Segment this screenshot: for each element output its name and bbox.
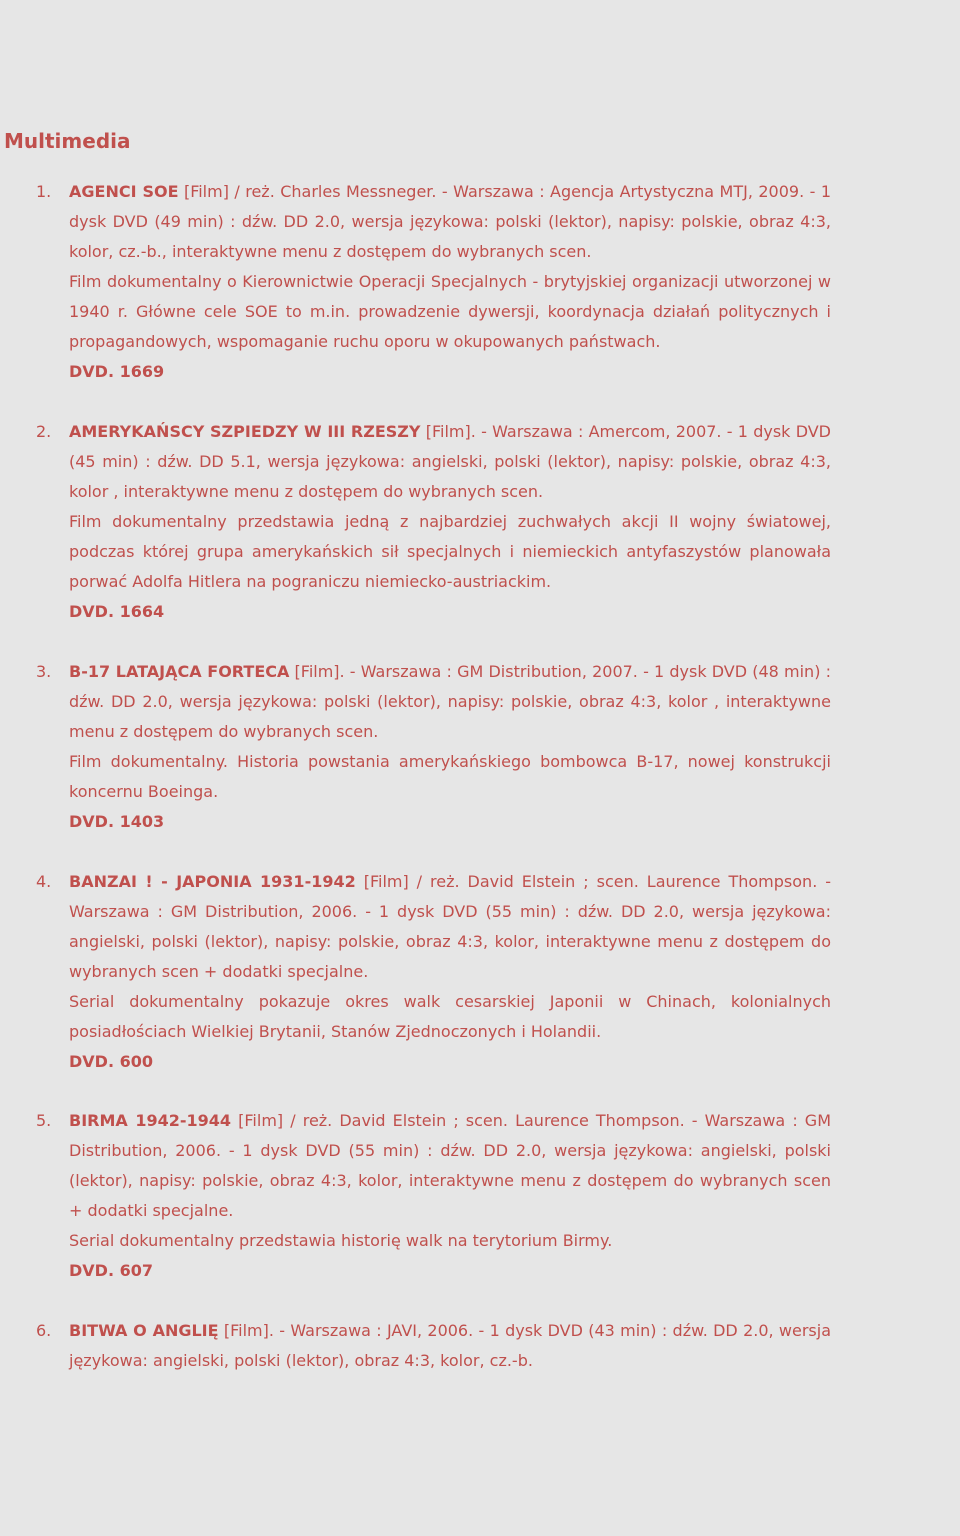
entry-description: Serial dokumentalny pokazuje okres walk cesarskiej Japonii w Chinach, kolonialnych posiadłościach Wielkiej Brytanii, Stanów Zjednoczonych i Holandii. [69, 992, 831, 1041]
call-number: DVD. 1669 [69, 362, 165, 381]
bibliographic-details: [Film] / reż. Charles Messneger. - Warszawa : Agencja Artystyczna MTJ, 2009. - 1 dysk DVD (49 min) : dźw. DD 2.0, wersja językowa: polski (lektor), napisy: polskie, obraz 4:3, kolor, cz.-b., interaktywne menu z dostępem do wybranych scen. [69, 182, 832, 261]
bibliographic-record [69, 1106, 831, 1226]
bibliographic-details: [Film]. - Warszawa : JAVI, 2006. - 1 dysk DVD (43 min) : dźw. DD 2.0, wersja językowa: angielski, polski (lektor), obraz 4:3, kolor, cz.-b. [69, 1321, 831, 1370]
bibliographic-details: [Film]. - Warszawa : GM Distribution, 2007. - 1 dysk DVD (48 min) : dźw. DD 2.0, wersja językowa: polski (lektor), napisy: polskie, obraz 4:3, kolor , interaktywne menu z dostępem do wybranych scen. [69, 662, 831, 741]
list-item-body [69, 177, 831, 387]
list-item-number: 4. [36, 872, 52, 891]
list-item-number: 3. [36, 662, 52, 681]
bibliographic-details: [Film]. - Warszawa : Amercom, 2007. - 1 dysk DVD (45 min) : dźw. DD 5.1, wersja językowa: angielski, polski (lektor), napisy: polskie, obraz 4:3, kolor , interaktywne menu z dostępem do wybranych scen. [69, 422, 831, 501]
bibliographic-details: [Film] / reż. David Elstein ; scen. Laurence Thompson. - Warszawa : GM Distribution, 2006. - 1 dysk DVD (55 min) : dźw. DD 2.0, wersja językowa: angielski, polski (lektor), napisy: polskie, obraz 4:3, kolor, interaktywne menu z dostępem do wybranych scen + dodatki specjalne. [69, 872, 832, 981]
entry-title: AGENCI SOE [69, 182, 179, 201]
entry-title: BANZAI ! - JAPONIA 1931-1942 [69, 872, 356, 891]
list-item-number: 6. [36, 1321, 52, 1340]
list-item-body [69, 657, 831, 837]
entry-title: BITWA O ANGLIĘ [69, 1321, 219, 1340]
bibliographic-record [69, 417, 831, 507]
list-item-body [69, 1316, 831, 1376]
entry-description: Film dokumentalny o Kierownictwie Operacji Specjalnych - brytyjskiej organizacji utworzonej w 1940 r. Główne cele SOE to m.in. prowadzenie dywersji, koordynacja działań politycznych i propagandowych, wspomaganie ruchu oporu w okupowanych państwach. [69, 272, 831, 351]
call-number: DVD. 1403 [69, 812, 165, 831]
entry-title: B-17 LATAJĄCA FORTECA [69, 662, 290, 681]
bibliographic-record [69, 1316, 831, 1376]
list-item-number: 5. [36, 1111, 52, 1130]
bibliographic-details: [Film] / reż. David Elstein ; scen. Laurence Thompson. - Warszawa : GM Distribution, 2006. - 1 dysk DVD (55 min) : dźw. DD 2.0, wersja językowa: angielski, polski (lektor), napisy: polskie, obraz 4:3, kolor, interaktywne menu z dostępem do wybranych scen + dodatki specjalne. [69, 1111, 832, 1220]
entry-title: BIRMA 1942-1944 [69, 1111, 232, 1130]
entry-description: Serial dokumentalny przedstawia historię walk na terytorium Birmy. [69, 1231, 613, 1250]
entry-description: Film dokumentalny. Historia powstania amerykańskiego bombowca B-17, nowej konstrukcji koncernu Boeinga. [69, 752, 831, 801]
call-number: DVD. 600 [69, 1052, 153, 1071]
bibliographic-record [69, 657, 831, 747]
list-item-body [69, 1106, 831, 1286]
list-item-number: 1. [36, 182, 52, 201]
bibliographic-record [69, 867, 831, 987]
entry-title: AMERYKAŃSCY SZPIEDZY W III RZESZY [69, 422, 421, 441]
call-number: DVD. 1664 [69, 602, 165, 621]
page-title: Multimedia [4, 129, 131, 153]
call-number: DVD. 607 [69, 1261, 153, 1280]
list-item-number: 2. [36, 422, 52, 441]
list-item-body [69, 867, 831, 1077]
list-item-body [69, 417, 831, 627]
entry-description: Film dokumentalny przedstawia jedną z najbardziej zuchwałych akcji II wojny światowej, podczas której grupa amerykańskich sił specjalnych i niemieckich antyfaszystów planowała porwać Adolfa Hitlera na pograniczu niemiecko-austriackim. [69, 512, 831, 591]
bibliographic-record [69, 177, 831, 267]
